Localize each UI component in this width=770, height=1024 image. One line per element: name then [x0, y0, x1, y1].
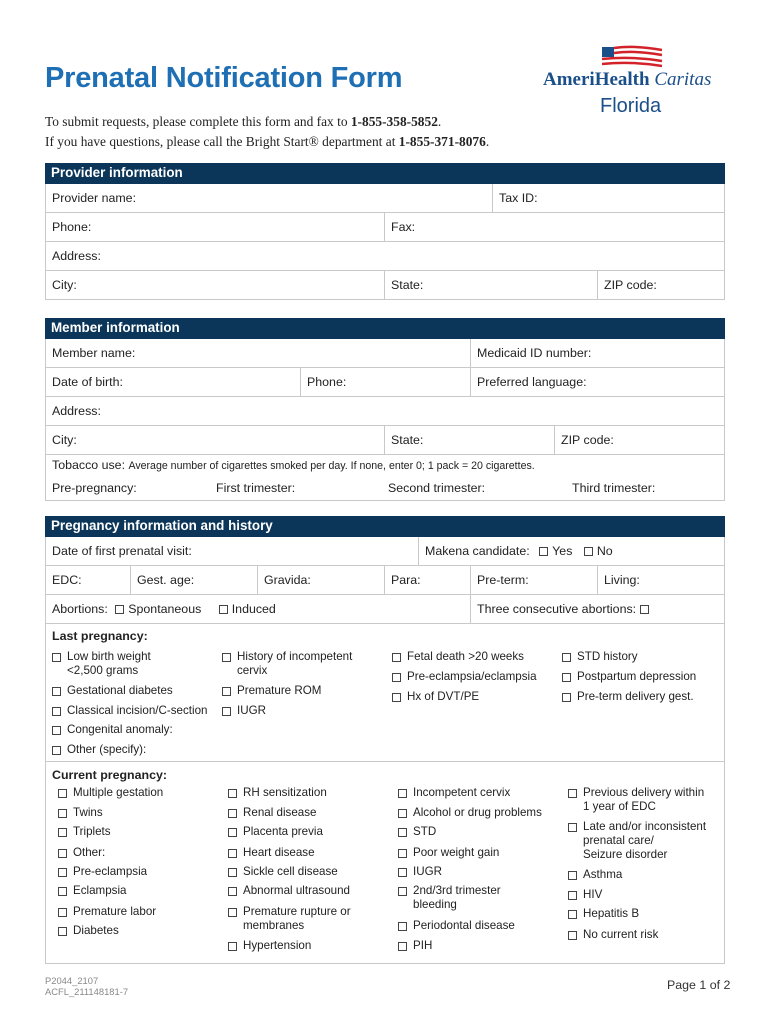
checkbox[interactable]	[58, 908, 67, 917]
item-label: Diabetes	[73, 924, 119, 937]
item-label: membranes	[243, 919, 305, 932]
form-code-2: ACFL_211148181-7	[45, 986, 129, 997]
member-heading: Member information	[45, 318, 725, 339]
last-pregnancy-box	[45, 624, 725, 762]
checkbox[interactable]	[392, 673, 401, 682]
provider-city-field[interactable]: City:	[52, 278, 77, 292]
item-label: bleeding	[413, 898, 457, 911]
cur-hepatitis-b[interactable]	[568, 907, 639, 921]
third-trimester-field[interactable]: Third trimester:	[572, 481, 656, 495]
item-label: <2,500 grams	[67, 664, 139, 677]
item-label: Previous delivery within	[583, 786, 705, 799]
checkbox[interactable]	[58, 809, 67, 818]
phone-number: 1-855-371-8076	[398, 134, 486, 149]
member-city-field[interactable]: City:	[52, 433, 77, 447]
member-section	[45, 318, 725, 501]
makena-yes-label: Yes	[552, 544, 573, 558]
intro-punct: .	[485, 134, 490, 149]
item-label: History of incompetent	[237, 650, 353, 663]
item-label: Incompetent cervix	[413, 786, 511, 799]
item-label: Heart disease	[243, 846, 315, 859]
cur-eclampsia[interactable]	[58, 884, 126, 898]
provider-zip-field[interactable]: ZIP code:	[597, 271, 724, 299]
tobacco-trimester-row	[45, 478, 725, 501]
intro-text: To submit requests, please complete this form and fax to	[45, 114, 351, 129]
checkbox[interactable]	[568, 823, 577, 832]
induced-checkbox[interactable]	[219, 605, 228, 614]
item-label: STD history	[577, 650, 638, 663]
item-label: Premature ROM	[237, 684, 322, 697]
checkbox[interactable]	[222, 687, 231, 696]
item-label: No current risk	[583, 928, 659, 941]
provider-row-2	[45, 213, 725, 242]
item-label: IUGR	[237, 704, 266, 717]
item-label: Gestational diabetes	[67, 684, 173, 697]
last-item-std-history[interactable]	[562, 650, 638, 664]
item-label: Pre-eclampsia	[73, 865, 148, 878]
provider-address-field[interactable]: Address:	[52, 249, 101, 263]
cur-premature-labor[interactable]	[58, 905, 156, 919]
checkbox[interactable]	[52, 687, 61, 696]
provider-section	[45, 163, 725, 300]
cur-previous-delivery[interactable]	[568, 786, 704, 814]
intro-line-phone	[45, 134, 489, 150]
last-item-other[interactable]	[52, 743, 146, 757]
form-code-1: P2044_2107	[45, 975, 99, 986]
item-label: Pre-eclampsia/eclampsia	[407, 670, 537, 683]
edc-field[interactable]: EDC:	[52, 573, 82, 587]
makena-no-checkbox[interactable]	[584, 547, 593, 556]
member-zip-field[interactable]: ZIP code:	[554, 426, 724, 454]
last-item-c-section[interactable]	[52, 704, 207, 718]
item-label: Poor weight gain	[413, 846, 500, 859]
pregnancy-row-3	[45, 595, 725, 624]
intro-text: If you have questions, please call the Bright Start® department at	[45, 134, 399, 149]
spontaneous-checkbox[interactable]	[115, 605, 124, 614]
item-label: Placenta previa	[243, 825, 323, 838]
tax-id-field[interactable]: Tax ID:	[492, 184, 724, 212]
first-visit-field[interactable]: Date of first prenatal visit:	[52, 544, 192, 558]
cur-sickle-cell[interactable]	[228, 865, 338, 879]
item-label: Eclampsia	[73, 884, 127, 897]
cur-multiple-gestation[interactable]	[58, 786, 163, 800]
item-label: Other (specify):	[67, 743, 147, 756]
checkbox[interactable]	[568, 871, 577, 880]
tobacco-note: Average number of cigarettes smoked per day. If none, enter 0; 1 pack = 20 cigarettes.	[128, 460, 535, 472]
checkbox[interactable]	[398, 868, 407, 877]
logo-brand-main: AmeriHealth	[543, 69, 650, 90]
item-label: IUGR	[413, 865, 442, 878]
checkbox[interactable]	[568, 789, 577, 798]
last-pregnancy-heading: Last pregnancy:	[52, 629, 148, 643]
item-label: Periodontal disease	[413, 919, 515, 932]
checkbox[interactable]	[562, 693, 571, 702]
cur-periodontal[interactable]	[398, 919, 515, 933]
item-label: Premature rupture or	[243, 905, 351, 918]
last-item-low-birth-weight[interactable]	[52, 650, 151, 678]
abortions-label: Abortions:	[52, 602, 108, 616]
preterm-field[interactable]: Pre-term:	[470, 566, 597, 594]
makena-field	[418, 537, 724, 565]
checkbox[interactable]	[392, 693, 401, 702]
tobacco-label	[46, 455, 724, 478]
item-label: 2nd/3rd trimester	[413, 884, 501, 897]
item-label: prenatal care/	[583, 834, 654, 847]
item-label: RH sensitization	[243, 786, 327, 799]
second-trimester-field[interactable]: Second trimester:	[388, 481, 486, 495]
item-label: Triplets	[73, 825, 111, 838]
last-item-dvt-pe[interactable]	[392, 690, 479, 704]
cur-pre-eclampsia[interactable]	[58, 865, 147, 879]
item-label: Hepatitis B	[583, 907, 640, 920]
item-label: Alcohol or drug problems	[413, 806, 542, 819]
member-state-field[interactable]: State:	[384, 426, 554, 454]
last-item-fetal-death[interactable]	[392, 650, 524, 664]
provider-name-field[interactable]: Provider name:	[52, 191, 137, 205]
cur-poor-weight-gain[interactable]	[398, 846, 499, 860]
cur-alcohol-drug[interactable]	[398, 806, 542, 820]
language-field[interactable]: Preferred language:	[470, 368, 724, 396]
three-abortions-field	[470, 595, 724, 623]
checkbox[interactable]	[568, 931, 577, 940]
cur-twins[interactable]	[58, 806, 103, 820]
item-label: Hx of DVT/PE	[407, 690, 480, 703]
checkbox[interactable]	[562, 673, 571, 682]
cur-renal-disease[interactable]	[228, 806, 316, 820]
logo-brand-italic: Caritas	[654, 69, 712, 90]
checkbox[interactable]	[58, 789, 67, 798]
item-label: Multiple gestation	[73, 786, 164, 799]
last-item-pre-eclampsia[interactable]	[392, 670, 537, 684]
item-label: Hypertension	[243, 939, 312, 952]
item-label: 1 year of EDC	[583, 800, 656, 813]
pregnancy-heading: Pregnancy information and history	[45, 516, 725, 537]
checkbox[interactable]	[222, 707, 231, 716]
item-label: Renal disease	[243, 806, 317, 819]
checkbox[interactable]	[58, 849, 67, 858]
cur-iugr[interactable]	[398, 865, 442, 879]
checkbox[interactable]	[568, 891, 577, 900]
cur-diabetes[interactable]	[58, 924, 119, 938]
pre-pregnancy-field[interactable]: Pre-pregnancy:	[52, 481, 137, 495]
member-row-2	[45, 368, 725, 397]
amerihealth-logo	[540, 45, 725, 120]
checkbox[interactable]	[52, 726, 61, 735]
last-item-postpartum-depression[interactable]	[562, 670, 696, 684]
checkbox[interactable]	[58, 887, 67, 896]
cur-incompetent-cervix[interactable]	[398, 786, 510, 800]
logo-sub: Florida	[600, 95, 662, 117]
item-label: Sickle cell disease	[243, 865, 338, 878]
provider-row-4	[45, 271, 725, 300]
first-trimester-field[interactable]: First trimester:	[216, 481, 296, 495]
spontaneous-label: Spontaneous	[128, 602, 202, 616]
item-label: Classical incision/C-section	[67, 704, 208, 717]
item-label: Other:	[73, 846, 106, 859]
provider-heading: Provider information	[45, 163, 725, 184]
cur-trimester-bleeding[interactable]	[398, 884, 501, 912]
checkbox[interactable]	[58, 868, 67, 877]
member-name-field[interactable]: Member name:	[52, 346, 136, 360]
checkbox[interactable]	[398, 828, 407, 837]
checkbox[interactable]	[52, 653, 61, 662]
checkbox[interactable]	[52, 707, 61, 716]
tobacco-use-label: Tobacco use:	[52, 458, 126, 472]
checkbox[interactable]	[398, 887, 407, 896]
checkbox[interactable]	[228, 828, 237, 837]
gravida-field[interactable]: Gravida:	[257, 566, 384, 594]
item-label: Premature labor	[73, 905, 157, 918]
item-label: Pre-term delivery gest.	[577, 690, 694, 703]
last-item-incompetent-cervix[interactable]	[222, 650, 352, 678]
item-label: Asthma	[583, 868, 623, 881]
checkbox[interactable]	[568, 910, 577, 919]
provider-state-field[interactable]: State:	[384, 271, 597, 299]
last-item-gestational-diabetes[interactable]	[52, 684, 173, 698]
checkbox[interactable]	[228, 809, 237, 818]
member-row-4	[45, 426, 725, 455]
medicaid-id-field[interactable]: Medicaid ID number:	[470, 339, 724, 367]
checkbox[interactable]	[398, 849, 407, 858]
checkbox[interactable]	[228, 942, 237, 951]
cur-pih[interactable]	[398, 939, 432, 953]
tobacco-row	[45, 455, 725, 478]
checkbox[interactable]	[562, 653, 571, 662]
makena-yes-checkbox[interactable]	[539, 547, 548, 556]
last-item-premature-rom[interactable]	[222, 684, 321, 698]
checkbox[interactable]	[228, 789, 237, 798]
cur-asthma[interactable]	[568, 868, 622, 882]
item-label: HIV	[583, 888, 603, 901]
three-abortions-label: Three consecutive abortions:	[477, 602, 637, 616]
cur-heart-disease[interactable]	[228, 846, 315, 860]
cur-late-prenatal-care[interactable]	[568, 820, 706, 862]
provider-fax-field[interactable]: Fax:	[384, 213, 724, 241]
logo-brand	[543, 69, 711, 91]
checkbox[interactable]	[398, 922, 407, 931]
checkbox[interactable]	[392, 653, 401, 662]
member-address-field[interactable]: Address:	[52, 404, 101, 418]
makena-label: Makena candidate:	[425, 544, 530, 558]
cur-other[interactable]	[58, 846, 105, 860]
para-field[interactable]: Para:	[384, 566, 470, 594]
item-label: Late and/or inconsistent	[583, 820, 707, 833]
item-label: cervix	[237, 664, 268, 677]
current-pregnancy-box	[45, 762, 725, 964]
induced-label: Induced	[231, 602, 276, 616]
abortions-field	[46, 595, 470, 623]
cur-placenta-previa[interactable]	[228, 825, 323, 839]
fax-number: 1-855-358-5852	[350, 114, 438, 129]
checkbox[interactable]	[398, 789, 407, 798]
item-label: Congenital anomaly:	[67, 723, 173, 736]
page-title: Prenatal Notification Form	[45, 62, 403, 94]
cur-abnormal-ultrasound[interactable]	[228, 884, 350, 898]
checkbox[interactable]	[228, 887, 237, 896]
checkbox[interactable]	[398, 809, 407, 818]
checkbox[interactable]	[58, 927, 67, 936]
last-item-preterm-delivery[interactable]	[562, 690, 694, 704]
provider-row-3	[45, 242, 725, 271]
makena-no-label: No	[596, 544, 613, 558]
pregnancy-row-2	[45, 566, 725, 595]
cur-std[interactable]	[398, 825, 436, 839]
checkbox[interactable]	[52, 746, 61, 755]
flag-icon	[540, 45, 725, 71]
item-label: Fetal death >20 weeks	[407, 650, 524, 663]
cur-hypertension[interactable]	[228, 939, 311, 953]
intro-line-fax	[45, 114, 441, 130]
pregnancy-section	[45, 516, 725, 964]
checkbox[interactable]	[228, 908, 237, 917]
item-label: Seizure disorder	[583, 848, 668, 861]
item-label: PIH	[413, 939, 433, 952]
checkbox[interactable]	[228, 868, 237, 877]
provider-row-1	[45, 184, 725, 213]
checkbox[interactable]	[58, 828, 67, 837]
item-label: Twins	[73, 806, 103, 819]
cur-rh-sensitization[interactable]	[228, 786, 327, 800]
cur-premature-rupture[interactable]	[228, 905, 351, 933]
intro-punct: .	[437, 114, 442, 129]
cur-triplets[interactable]	[58, 825, 111, 839]
checkbox[interactable]	[222, 653, 231, 662]
last-item-congenital-anomaly[interactable]	[52, 723, 173, 737]
member-row-3	[45, 397, 725, 426]
item-label: Postpartum depression	[577, 670, 697, 683]
last-item-iugr[interactable]	[222, 704, 266, 718]
pregnancy-row-1	[45, 537, 725, 566]
gest-age-field[interactable]: Gest. age:	[130, 566, 257, 594]
item-label: Abnormal ultrasound	[243, 884, 350, 897]
item-label: Low birth weight	[67, 650, 151, 663]
form-code	[45, 975, 128, 997]
checkbox[interactable]	[228, 849, 237, 858]
item-label: STD	[413, 825, 437, 838]
member-phone-field[interactable]: Phone:	[300, 368, 470, 396]
member-row-1	[45, 339, 725, 368]
current-pregnancy-heading: Current pregnancy:	[52, 768, 167, 782]
dob-field[interactable]: Date of birth:	[52, 375, 123, 389]
checkbox[interactable]	[398, 942, 407, 951]
page-number: Page 1 of 2	[667, 978, 731, 992]
cur-hiv[interactable]	[568, 888, 602, 902]
provider-phone-field[interactable]: Phone:	[52, 220, 92, 234]
three-abortions-checkbox[interactable]	[640, 605, 649, 614]
living-field[interactable]: Living:	[597, 566, 724, 594]
cur-no-current-risk[interactable]	[568, 928, 658, 942]
